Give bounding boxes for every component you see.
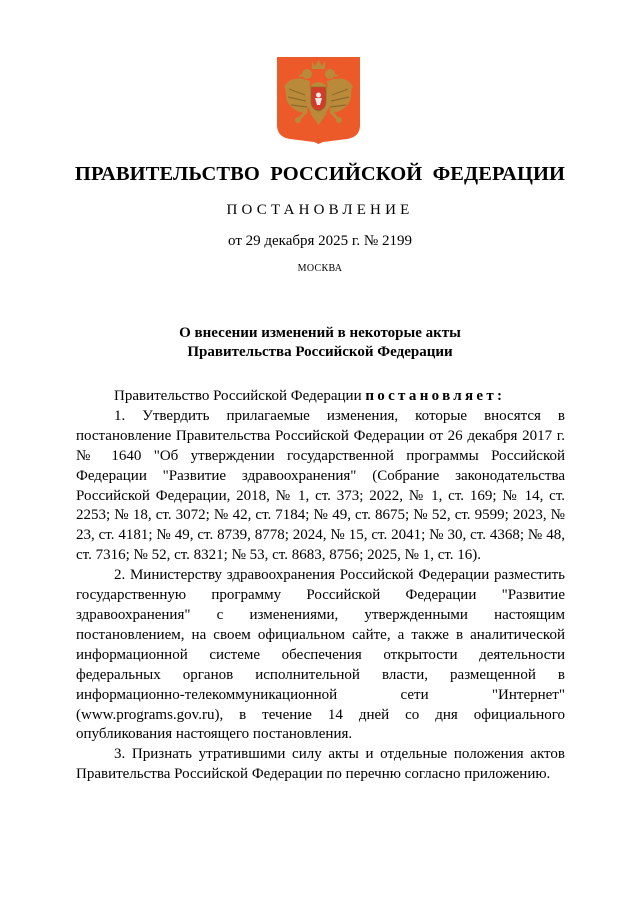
paragraph-3: 3. Признать утратившими силу акты и отдельные положения актов Правительства Российской Федерации по перечню согласно приложению. [76, 746, 565, 783]
document-city: МОСКВА [297, 263, 343, 274]
paragraph-1: 1. Утвердить прилагаемые изменения, которые вносятся в постановление Правительства Российской Федерации от 26 декабря 2017 г. № 1640 "Об утверждении государственной программы Российской Федерации "Развитие здравоохранения" (Собрание законодательства Российской Федерации, 2018, № 1, ст. 373; 2022, № 1, ст. 169; № 14, ст. 2253; № 18, ст. 3072; № 42, ст. 7184; № 49, ст. 8675; № 52, ст. 9599; 2023, № 23, ст. 4181; № 49, ст. 8739, 8778; 2024, № 15, ст. 2041; № 30, ст. 4368; № 48, ст. 7316; № 52, ст. 8321; № 53, ст. 8683, 8756; 2025, № 1, ст. 16). [76, 407, 565, 564]
subject-line-1: О внесении изменений в некоторые акты [179, 325, 461, 341]
document-type: ПОСТАНОВЛЕНИЕ [226, 202, 414, 218]
preamble-text: Правительство Российской Федерации [114, 388, 366, 404]
preamble-paragraph [76, 387, 565, 407]
document-body [76, 387, 565, 785]
document-date-number: от 29 декабря 2025 г. № 2199 [228, 233, 412, 249]
paragraph-2: 2. Министерству здравоохранения Российской Федерации разместить государственную программу Российской Федерации "Развитие здравоохранения" с изменениями, утвержденными настоящим постановлением, на своем официальном сайте, а также в аналитической информационной системе обеспечения открытости деятельности федеральных органов исполнительной власти, размещенной в информационно-телекоммуникационной сети "Интернет" (www.programs.gov.ru), в течение 14 дней со дня официального опубликования настоящего постановления. [76, 567, 565, 743]
coat-of-arms-emblem [277, 57, 360, 144]
russian-coat-of-arms-icon [277, 57, 360, 144]
subject-line-2: Правительства Российской Федерации [187, 344, 453, 360]
organization-title: ПРАВИТЕЛЬСТВО РОССИЙСКОЙ ФЕДЕРАЦИИ [74, 163, 566, 185]
document-subject [0, 324, 640, 362]
preamble-action: постановляет: [365, 388, 506, 404]
